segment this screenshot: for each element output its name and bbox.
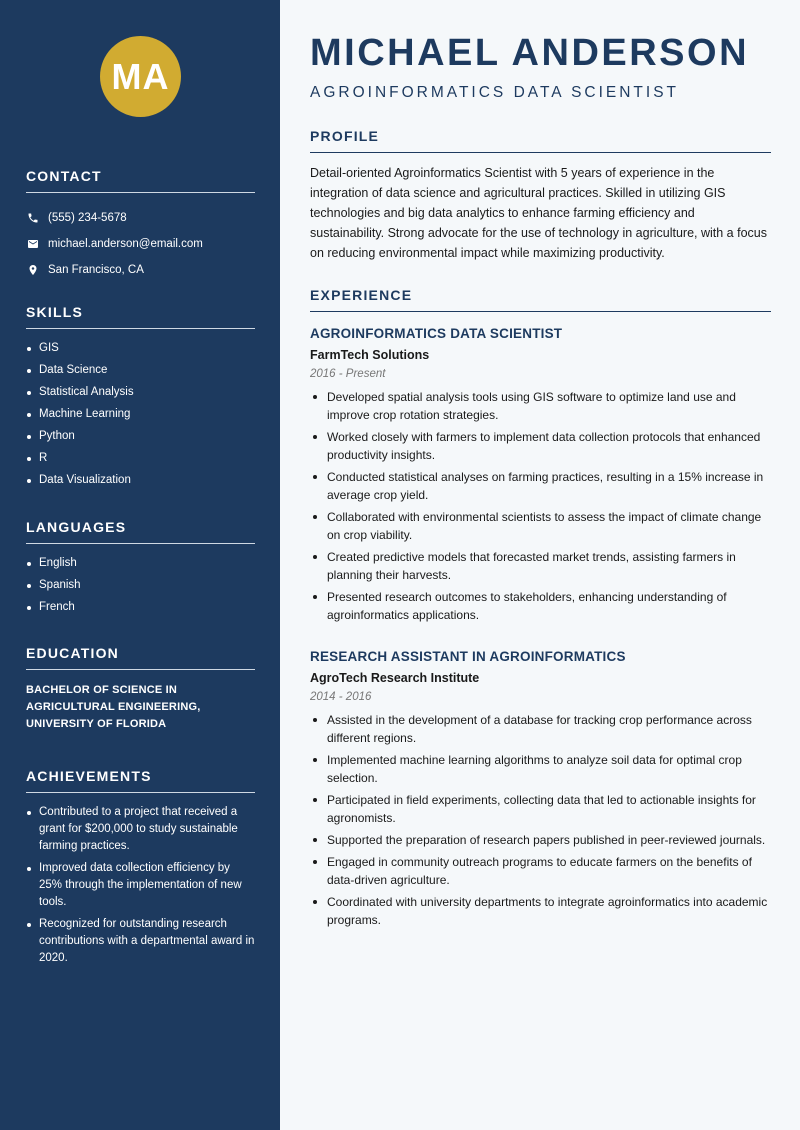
contact-phone <box>26 205 255 231</box>
skills-section <box>26 304 255 494</box>
languages-section <box>26 519 255 621</box>
language-item: French <box>26 599 255 616</box>
language-item: English <box>26 555 255 572</box>
skill-item: GIS <box>26 340 255 357</box>
degree-text: BACHELOR OF SCIENCE IN AGRICULTURAL ENGINEERING, UNIVERSITY OF FLORIDA <box>26 684 201 730</box>
sidebar <box>0 0 280 1130</box>
job-company: FarmTech Solutions <box>310 348 430 362</box>
profile-section <box>310 128 771 263</box>
job-company: AgroTech Research Institute <box>310 671 480 685</box>
location-pin-icon <box>26 263 40 277</box>
job-bullet: Supported the preparation of research papers published in peer-reviewed journals. <box>310 831 771 849</box>
language-item: Spanish <box>26 577 255 594</box>
phone-text[interactable]: (555) 234-5678 <box>48 212 127 224</box>
job-bullet: Collaborated with environmental scientists to assess the impact of climate change on crop viability. <box>310 508 771 544</box>
email-icon <box>26 237 40 251</box>
education-title: EDUCATION <box>26 645 255 670</box>
skills-title: SKILLS <box>26 304 255 329</box>
skill-item: R <box>26 450 255 467</box>
job-bullet: Presented research outcomes to stakeholders, enhancing understanding of agroinformatics applications. <box>310 588 771 624</box>
contact-email <box>26 231 255 257</box>
job-bullet: Worked closely with farmers to implement data collection protocols that enhanced productivity insights. <box>310 428 771 464</box>
contact-title: CONTACT <box>26 168 255 193</box>
job-bullet: Coordinated with university departments to integrate agroinformatics into academic programs. <box>310 893 771 929</box>
experience-section <box>310 287 771 312</box>
job-entry <box>310 326 771 628</box>
job-title: AGROINFORMATICS DATA SCIENTIST <box>310 326 563 341</box>
job-bullet: Conducted statistical analyses on farming practices, resulting in a 15% increase in average crop yield. <box>310 468 771 504</box>
job-entry <box>310 649 771 933</box>
languages-title: LANGUAGES <box>26 519 255 544</box>
job-bullet: Created predictive models that forecasted market trends, assisting farmers in planning their harvests. <box>310 548 771 584</box>
phone-icon <box>26 211 40 225</box>
achievements-section <box>26 768 255 972</box>
job-dates: 2016 - Present <box>310 368 386 380</box>
skill-item: Data Visualization <box>26 472 255 489</box>
education-section <box>26 645 255 733</box>
achievement-item: Contributed to a project that received a grant for $200,000 to study sustainable farming practices. <box>26 804 255 855</box>
contact-section <box>26 168 255 283</box>
job-dates: 2014 - 2016 <box>310 691 372 703</box>
skill-item: Statistical Analysis <box>26 384 255 401</box>
contact-location <box>26 257 255 283</box>
skill-item: Python <box>26 428 255 445</box>
job-title: RESEARCH ASSISTANT IN AGROINFORMATICS <box>310 649 626 664</box>
profile-title: PROFILE <box>310 128 771 153</box>
job-bullet: Participated in field experiments, collecting data that led to actionable insights for agronomists. <box>310 791 771 827</box>
job-bullet: Developed spatial analysis tools using GIS software to optimize land use and improve crop rotation strategies. <box>310 388 771 424</box>
skill-item: Data Science <box>26 362 255 379</box>
job-bullet: Engaged in community outreach programs to educate farmers on the benefits of data-driven agriculture. <box>310 853 771 889</box>
skill-item: Machine Learning <box>26 406 255 423</box>
candidate-role: AGROINFORMATICS DATA SCIENTIST <box>310 84 680 101</box>
location-text: San Francisco, CA <box>48 264 144 276</box>
email-text[interactable]: michael.anderson@email.com <box>48 238 203 250</box>
avatar: MA <box>100 36 181 117</box>
achievement-item: Improved data collection efficiency by 25% through the implementation of new tools. <box>26 860 255 911</box>
achievements-title: ACHIEVEMENTS <box>26 768 255 793</box>
profile-text: Detail-oriented Agroinformatics Scientist with 5 years of experience in the integration of data science and agricultural practices. Skilled in utilizing GIS technologies and big data analytics to enhance farming efficiency and sustainability. Strong advocate for the use of technology in agriculture, with a focus on reducing environmental impact while maximizing productivity. <box>310 166 767 260</box>
achievement-item: Recognized for outstanding research contributions with a departmental award in 2020. <box>26 916 255 967</box>
experience-title: EXPERIENCE <box>310 287 771 312</box>
job-bullet: Implemented machine learning algorithms to analyze soil data for optimal crop selection. <box>310 751 771 787</box>
job-bullet: Assisted in the development of a database for tracking crop performance across different regions. <box>310 711 771 747</box>
candidate-name: MICHAEL ANDERSON <box>310 32 750 74</box>
